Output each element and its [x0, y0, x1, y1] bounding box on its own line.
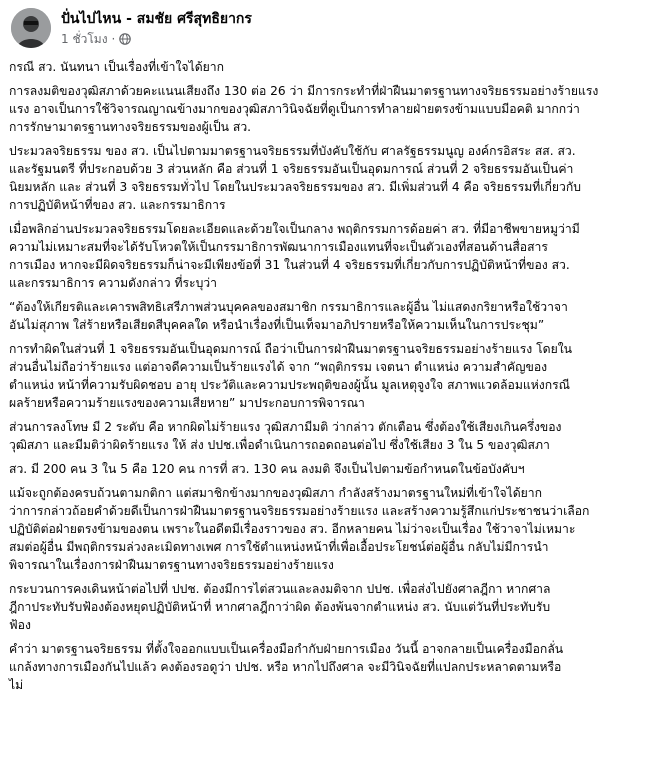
globe-icon[interactable] — [119, 33, 131, 45]
post-text-line: ประมวลจริยธรรม ของ สว. เป็นไปตามมาตรฐานจริยธรรมที่บังคับใช้กับ ศาลรัฐธรรมนูญ องค์กรอิสระ สส. สว. — [9, 144, 576, 158]
avatar-icon — [11, 8, 51, 48]
post-text-line: กรณี สว. นันทนา เป็นเรื่องที่เข้าใจได้ยาก — [9, 60, 224, 74]
post-time[interactable]: 1 ชั่วโมง — [61, 32, 108, 46]
post-text-line: คำว่า มาตรฐานจริยธรรม ที่ตั้งใจออกแบบเป็นเครื่องมือกำกับฝ่ายการเมือง วันนี้ อาจกลายเป็นเครื่องมือกลั่น — [9, 642, 564, 656]
post-subline — [61, 31, 252, 47]
post-text-line: การทำผิดในส่วนที่ 1 จริยธรรมอันเป็นอุดมการณ์ ถือว่าเป็นการฝ่าฝืนมาตรฐานจริยธรรมอย่างร้ายแรง โดยใน — [9, 342, 572, 356]
post-text-line: “ต้องให้เกียรติและเคารพสิทธิเสรีภาพส่วนบุคคลของสมาชิก กรรมาธิการและผู้อื่น ไม่แสดงกริยาหรือใช้วาจา — [9, 300, 568, 314]
post-text-line: ว่าการกล่าวถ้อยคำด้วยดีเป็นการฝ่าฝืนมาตรฐานจริยธรรมอย่างร้ายแรง และสร้างความรู้สึกแก่ประชาชนว่าเลือก — [9, 504, 590, 518]
post-text-line: พิจารณาในเรื่องการฝ่าฝืนมาตรฐานทางจริยธรรมอย่างร้ายแรง — [9, 558, 334, 572]
post-meta — [61, 6, 252, 47]
post-text-line: ส่วนการลงโทษ มี 2 ระดับ คือ หากผิดไม่ร้ายแรง วุฒิสภามีมติ ว่ากล่าว ตักเตือน ซึ่งต้องใช้เสียงเกินครึ่งของ — [9, 420, 562, 434]
post-text-line: ปฏิบัติต่อฝ่ายตรงข้ามของตน เพราะในอดีตมีเรื่องราวของ สว. อีกหลายคน ไม่ว่าจะเป็นเรื่อง ใช้วาจาไม่เหมาะ — [9, 522, 576, 536]
post-text-line: เมื่อพลิกอ่านประมวลจริยธรรมโดยละเอียดและด้วยใจเป็นกลาง พฤติกรรมการด้อยค่า สว. ที่มีอาชีพขายหมูว่ามี — [9, 222, 580, 236]
profile-avatar[interactable] — [11, 8, 51, 48]
post-text-line: ส่วนอื่นไม่ถือว่าร้ายแรง แต่อาจดีความเป็นร้ายแรงได้ จาก “พฤติกรรม เจตนา ตำแหน่ง ความสำคัญของ — [9, 360, 548, 374]
post-text-line: และรัฐมนตรี ที่ประกอบด้วย 3 ส่วนหลัก คือ ส่วนที่ 1 จริยธรรมอันเป็นอุดมการณ์ ส่วนที่ 2 จริยธรรมอันเป็นค่า — [9, 162, 574, 176]
post-text-line: วุฒิสภา และมีมติว่าผิดร้ายแรง ให้ ส่ง ปปช.เพื่อดำเนินการถอดถอนต่อไป ซึ่งใช้เสียง 3 ใน 5 ของวุฒิสภา — [9, 438, 550, 452]
post-text-line: ฎีกาประทับรับฟ้องต้องหยุดปฏิบัติหน้าที่ หากศาลฎีกาว่าผิด ต้องพ้นจากตำแหน่ง สว. นับแต่วันที่ประทับรับ — [9, 600, 551, 614]
post-text-line: ฟ้อง — [9, 618, 31, 632]
post-text-line: สว. มี 200 คน 3 ใน 5 คือ 120 คน การที่ สว. 130 คน ลงมติ จึงเป็นไปตามข้อกำหนดในข้อบังคับฯ — [9, 462, 525, 476]
post-text-line: แกล้งทางการเมืองกันไปแล้ว คงต้องรอดูว่า ปปช. หรือ หากไปถึงศาล จะมีวินิจฉัยที่แปลกประหลาดตามหรือ — [9, 660, 562, 674]
post-text-line: อันไม่สุภาพ ใส่ร้ายหรือเสียดสีบุคคลใด หรือนำเรื่องที่เป็นเท็จมาอภิปรายหรือให้ความเห็นในการประชุม” — [9, 318, 545, 332]
post-text-line: นิยมหลัก และ ส่วนที่ 3 จริยธรรมทั่วไป โดยในประมวลจริยธรรมของ สว. มีเพิ่มส่วนที่ 4 คือ จริยธรรมที่เกี่ยวกับ — [9, 180, 581, 194]
post-text-line: การปฏิบัติหน้าที่ของ สว. และกรรมาธิการ — [9, 198, 226, 212]
post-text-line: ตำแหน่ง หน้าที่ความรับผิดชอบ อายุ ประวัติและความประพฤติของผู้นั้น มูลเหตุจูงใจ สภาพแวดล้อมแห่งกรณี — [9, 378, 570, 392]
post-text-line: และกรรมาธิการ ความดังกล่าว ที่ระบุว่า — [9, 276, 217, 290]
post-text-line: ไม่ — [9, 678, 24, 692]
post-text-line: แรง อาจเป็นการใช้วิจารณญาณข้างมากของวุฒิสภาวินิจฉัยที่ดูเป็นการทำลายฝ่ายตรงข้ามแบบมีอคติ มากกว่า — [9, 102, 580, 116]
post-text-line: ความไม่เหมาะสมที่จะได้รับโหวตให้เป็นกรรมาธิการพัฒนาการเมืองแทนที่จะเป็นตัวเองที่สอนด้านสื่อสาร — [9, 240, 548, 254]
post-text-line: กระบวนการคงเดินหน้าต่อไปที่ ปปช. ต้องมีการไต่สวนและลงมติจาก ปปช. เพื่อส่งไปยังศาลฎีกา หากศาล — [9, 582, 551, 596]
post-text-line: สมต่อผู้อื่น มีพฤติกรรมล่วงละเมิดทางเพศ การใช้ตำแหน่งหน้าที่เพื่อเอื้อประโยชน์ต่อผู้อื่น กลับไม่มีการนำ — [9, 540, 549, 554]
post-text-line: การรักษามาตรฐานทางจริยธรรมของผู้เป็น สว. — [9, 120, 252, 134]
author-name[interactable]: ปั่นไปไหน - สมชัย ศรีสุทธิยากร — [61, 11, 252, 27]
post-text-line: การลงมติของวุฒิสภาด้วยคะแนนเสียงถึง 130 ต่อ 26 ว่า มีการกระทำที่ฝ่าฝืนมาตรฐานทางจริยธรรมอย่างร้ายแรง — [9, 84, 599, 98]
post-body — [9, 58, 650, 694]
post-text-line: ผลร้ายหรือความร้ายแรงของความเสียหาย” มาประกอบการพิจารณา — [9, 396, 365, 410]
separator-dot: · — [111, 32, 116, 46]
post-text-line: แม้จะถูกต้องครบถ้วนตามกติกา แต่สมาชิกข้างมากของวุฒิสภา กำลังสร้างมาตรฐานใหม่ที่เข้าใจได้ยาก — [9, 486, 543, 500]
post-text-line: การเมือง หากจะมีผิดจริยธรรมก็น่าจะมีเพียงข้อที่ 31 ในส่วนที่ 4 จริยธรรมที่เกี่ยวกับการปฏิบัติหน้าที่ของ สว. — [9, 258, 570, 272]
post-header — [9, 0, 650, 58]
